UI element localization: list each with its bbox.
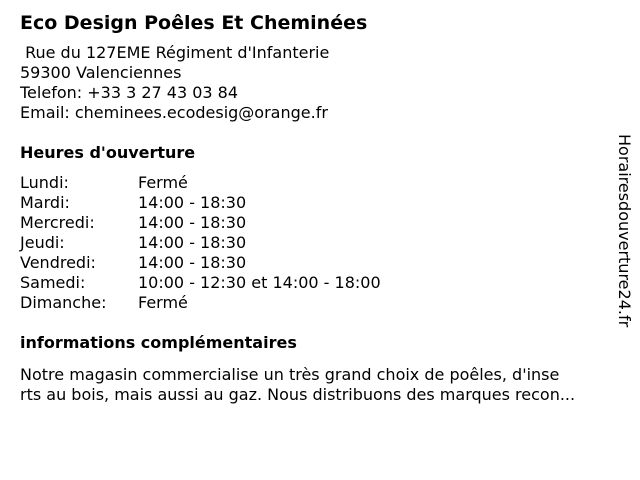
hours-row-lundi bbox=[20, 173, 620, 193]
hours-row-dimanche bbox=[20, 293, 620, 313]
day-hours: Fermé bbox=[138, 293, 188, 312]
address-city: 59300 Valenciennes bbox=[20, 63, 182, 82]
day-hours: 14:00 - 18:30 bbox=[138, 213, 247, 232]
address-block bbox=[20, 43, 620, 123]
hours-row-mercredi bbox=[20, 213, 620, 233]
day-label: Vendredi: bbox=[20, 253, 96, 272]
site-watermark: Horairesdouverture24.fr bbox=[615, 134, 634, 328]
day-label: Dimanche: bbox=[20, 293, 107, 312]
hours-row-jeudi bbox=[20, 233, 620, 253]
hours-row-vendredi bbox=[20, 253, 620, 273]
email-address: Email: cheminees.ecodesig@orange.fr bbox=[20, 103, 328, 122]
business-name: Eco Design Poêles Et Cheminées bbox=[20, 12, 368, 34]
day-hours: 14:00 - 18:30 bbox=[138, 253, 247, 272]
day-hours: Fermé bbox=[138, 173, 188, 192]
hours-row-samedi bbox=[20, 273, 620, 293]
day-label: Mardi: bbox=[20, 193, 70, 212]
day-label: Jeudi: bbox=[20, 233, 65, 252]
info-line: rts au bois, mais aussi au gaz. Nous distribuons des marques recon... bbox=[20, 385, 576, 404]
hours-row-mardi bbox=[20, 193, 620, 213]
info-description bbox=[20, 365, 630, 405]
day-hours: 10:00 - 12:30 et 14:00 - 18:00 bbox=[138, 273, 381, 292]
address-street: Rue du 127EME Régiment d'Infanterie bbox=[20, 43, 330, 62]
info-heading: informations complémentaires bbox=[20, 333, 297, 352]
day-label: Mercredi: bbox=[20, 213, 95, 232]
day-hours: 14:00 - 18:30 bbox=[138, 233, 247, 252]
day-label: Lundi: bbox=[20, 173, 69, 192]
hours-table bbox=[20, 173, 620, 313]
info-line: Notre magasin commercialise un très grand choix de poêles, d'inse bbox=[20, 365, 560, 384]
hours-heading: Heures d'ouverture bbox=[20, 143, 196, 162]
day-label: Samedi: bbox=[20, 273, 86, 292]
phone-number: Telefon: +33 3 27 43 03 84 bbox=[20, 83, 239, 102]
day-hours: 14:00 - 18:30 bbox=[138, 193, 247, 212]
business-card bbox=[20, 10, 620, 405]
